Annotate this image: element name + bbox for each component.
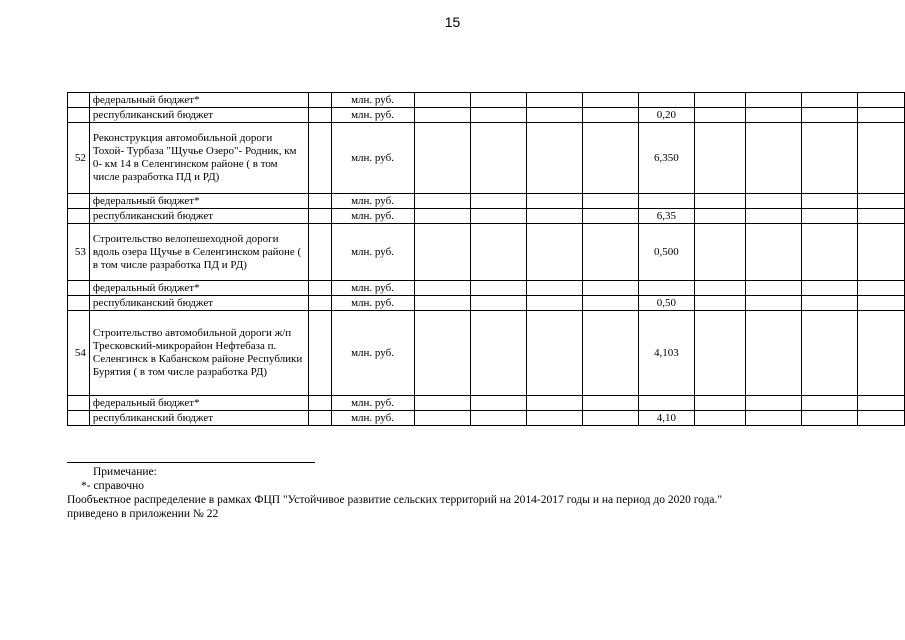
empty-cell [470,281,526,296]
empty-cell [470,194,526,209]
empty-cell [470,123,526,194]
empty-cell [526,281,582,296]
empty-cell [858,311,905,396]
empty-cell [583,311,639,396]
empty-cell [583,209,639,224]
page-number: 15 [444,14,461,30]
empty-cell [858,93,905,108]
empty-cell [745,396,801,411]
table-row [68,93,905,108]
empty-cell [414,224,470,281]
empty-cell [694,281,745,296]
empty-cell [309,296,331,311]
unit-cell: млн. руб. [331,194,414,209]
row-number-cell [68,209,90,224]
item-name-cell: федеральный бюджет* [89,93,308,108]
value-cell [639,281,694,296]
empty-cell [526,396,582,411]
empty-cell [309,396,331,411]
empty-cell [745,311,801,396]
empty-cell [414,93,470,108]
empty-cell [858,123,905,194]
empty-cell [526,224,582,281]
note-star: *- справочно [81,480,145,492]
empty-cell [802,411,858,426]
empty-cell [309,93,331,108]
row-number-cell [68,108,90,123]
empty-cell [802,123,858,194]
empty-cell [583,194,639,209]
empty-cell [745,296,801,311]
item-name-cell: Реконструкция автомобильной дороги Тохой- Турбаза "Щучье Озеро"- Родник, км 0- км 14 в Селенгинском районе ( в том числе разработка ПД и РД) [89,123,308,194]
footnote-rule [67,462,315,463]
table-row [68,224,905,281]
empty-cell [802,194,858,209]
empty-cell [309,311,331,396]
empty-cell [470,93,526,108]
empty-cell [414,209,470,224]
unit-cell: млн. руб. [331,108,414,123]
item-name-cell: республиканский бюджет [89,296,308,311]
table-row [68,281,905,296]
item-name-cell: федеральный бюджет* [89,396,308,411]
empty-cell [802,296,858,311]
unit-cell: млн. руб. [331,296,414,311]
budget-table [67,92,905,426]
empty-cell [583,296,639,311]
empty-cell [802,108,858,123]
empty-cell [858,296,905,311]
value-cell [639,93,694,108]
empty-cell [526,108,582,123]
empty-cell [858,209,905,224]
empty-cell [694,108,745,123]
note-line-1: Пообъектное распределение в рамках ФЦП "Устойчивое развитие сельских территорий на 2014-2017 годы и на период до 2020 года." [67,494,723,506]
empty-cell [694,411,745,426]
empty-cell [470,296,526,311]
empty-cell [745,224,801,281]
empty-cell [470,209,526,224]
row-number-cell [68,194,90,209]
empty-cell [858,194,905,209]
value-cell: 4,103 [639,311,694,396]
value-cell [639,194,694,209]
row-number-cell [68,281,90,296]
empty-cell [526,123,582,194]
note-line-2: приведено в приложении № 22 [67,508,219,520]
empty-cell [858,396,905,411]
empty-cell [414,311,470,396]
empty-cell [745,123,801,194]
unit-cell: млн. руб. [331,123,414,194]
empty-cell [583,281,639,296]
table-row [68,311,905,396]
empty-cell [858,411,905,426]
row-number-cell [68,396,90,411]
row-number-cell [68,296,90,311]
row-number-cell: 54 [68,311,90,396]
unit-cell: млн. руб. [331,396,414,411]
empty-cell [583,93,639,108]
empty-cell [745,281,801,296]
empty-cell [745,108,801,123]
notes-block [67,462,722,521]
empty-cell [470,108,526,123]
empty-cell [583,411,639,426]
empty-cell [694,209,745,224]
item-name-cell: республиканский бюджет [89,108,308,123]
item-name-cell: республиканский бюджет [89,209,308,224]
empty-cell [802,396,858,411]
table-row [68,411,905,426]
empty-cell [414,396,470,411]
value-cell: 0,50 [639,296,694,311]
empty-cell [526,296,582,311]
value-cell: 4,10 [639,411,694,426]
empty-cell [470,224,526,281]
table-row [68,123,905,194]
empty-cell [802,311,858,396]
empty-cell [414,123,470,194]
empty-cell [858,108,905,123]
item-name-cell: федеральный бюджет* [89,194,308,209]
empty-cell [694,123,745,194]
empty-cell [309,123,331,194]
table-row [68,108,905,123]
empty-cell [583,224,639,281]
empty-cell [309,108,331,123]
empty-cell [309,224,331,281]
value-cell: 0,500 [639,224,694,281]
empty-cell [583,108,639,123]
table-row [68,209,905,224]
table-row [68,396,905,411]
empty-cell [802,281,858,296]
empty-cell [694,396,745,411]
empty-cell [526,194,582,209]
empty-cell [470,411,526,426]
empty-cell [414,296,470,311]
empty-cell [858,224,905,281]
empty-cell [526,209,582,224]
value-cell: 6,35 [639,209,694,224]
value-cell: 6,350 [639,123,694,194]
empty-cell [309,281,331,296]
empty-cell [526,93,582,108]
empty-cell [583,123,639,194]
empty-cell [470,311,526,396]
note-title: Примечание: [93,466,157,478]
empty-cell [309,411,331,426]
empty-cell [526,311,582,396]
table-row [68,296,905,311]
empty-cell [802,209,858,224]
empty-cell [694,311,745,396]
item-name-cell: Строительство автомобильной дороги ж/п Тресковский-микрорайон Нефтебаза п. Селенгинск в Кабанском районе Республики Бурятия ( в том числе разработка РД) [89,311,308,396]
empty-cell [526,411,582,426]
unit-cell: млн. руб. [331,209,414,224]
item-name-cell: республиканский бюджет [89,411,308,426]
table-row [68,194,905,209]
unit-cell: млн. руб. [331,311,414,396]
value-cell: 0,20 [639,108,694,123]
unit-cell: млн. руб. [331,411,414,426]
empty-cell [858,281,905,296]
item-name-cell: федеральный бюджет* [89,281,308,296]
empty-cell [309,194,331,209]
row-number-cell: 52 [68,123,90,194]
unit-cell: млн. руб. [331,224,414,281]
empty-cell [802,93,858,108]
unit-cell: млн. руб. [331,93,414,108]
empty-cell [583,396,639,411]
item-name-cell: Строительство велопешеходной дороги вдоль озера Щучье в Селенгинском районе ( в том числе разработка ПД и РД) [89,224,308,281]
empty-cell [694,194,745,209]
empty-cell [745,93,801,108]
row-number-cell [68,93,90,108]
empty-cell [694,224,745,281]
empty-cell [414,194,470,209]
empty-cell [414,108,470,123]
row-number-cell [68,411,90,426]
empty-cell [694,93,745,108]
empty-cell [745,194,801,209]
empty-cell [694,296,745,311]
empty-cell [414,281,470,296]
empty-cell [470,396,526,411]
empty-cell [745,209,801,224]
empty-cell [745,411,801,426]
row-number-cell: 53 [68,224,90,281]
empty-cell [414,411,470,426]
empty-cell [802,224,858,281]
unit-cell: млн. руб. [331,281,414,296]
value-cell [639,396,694,411]
empty-cell [309,209,331,224]
